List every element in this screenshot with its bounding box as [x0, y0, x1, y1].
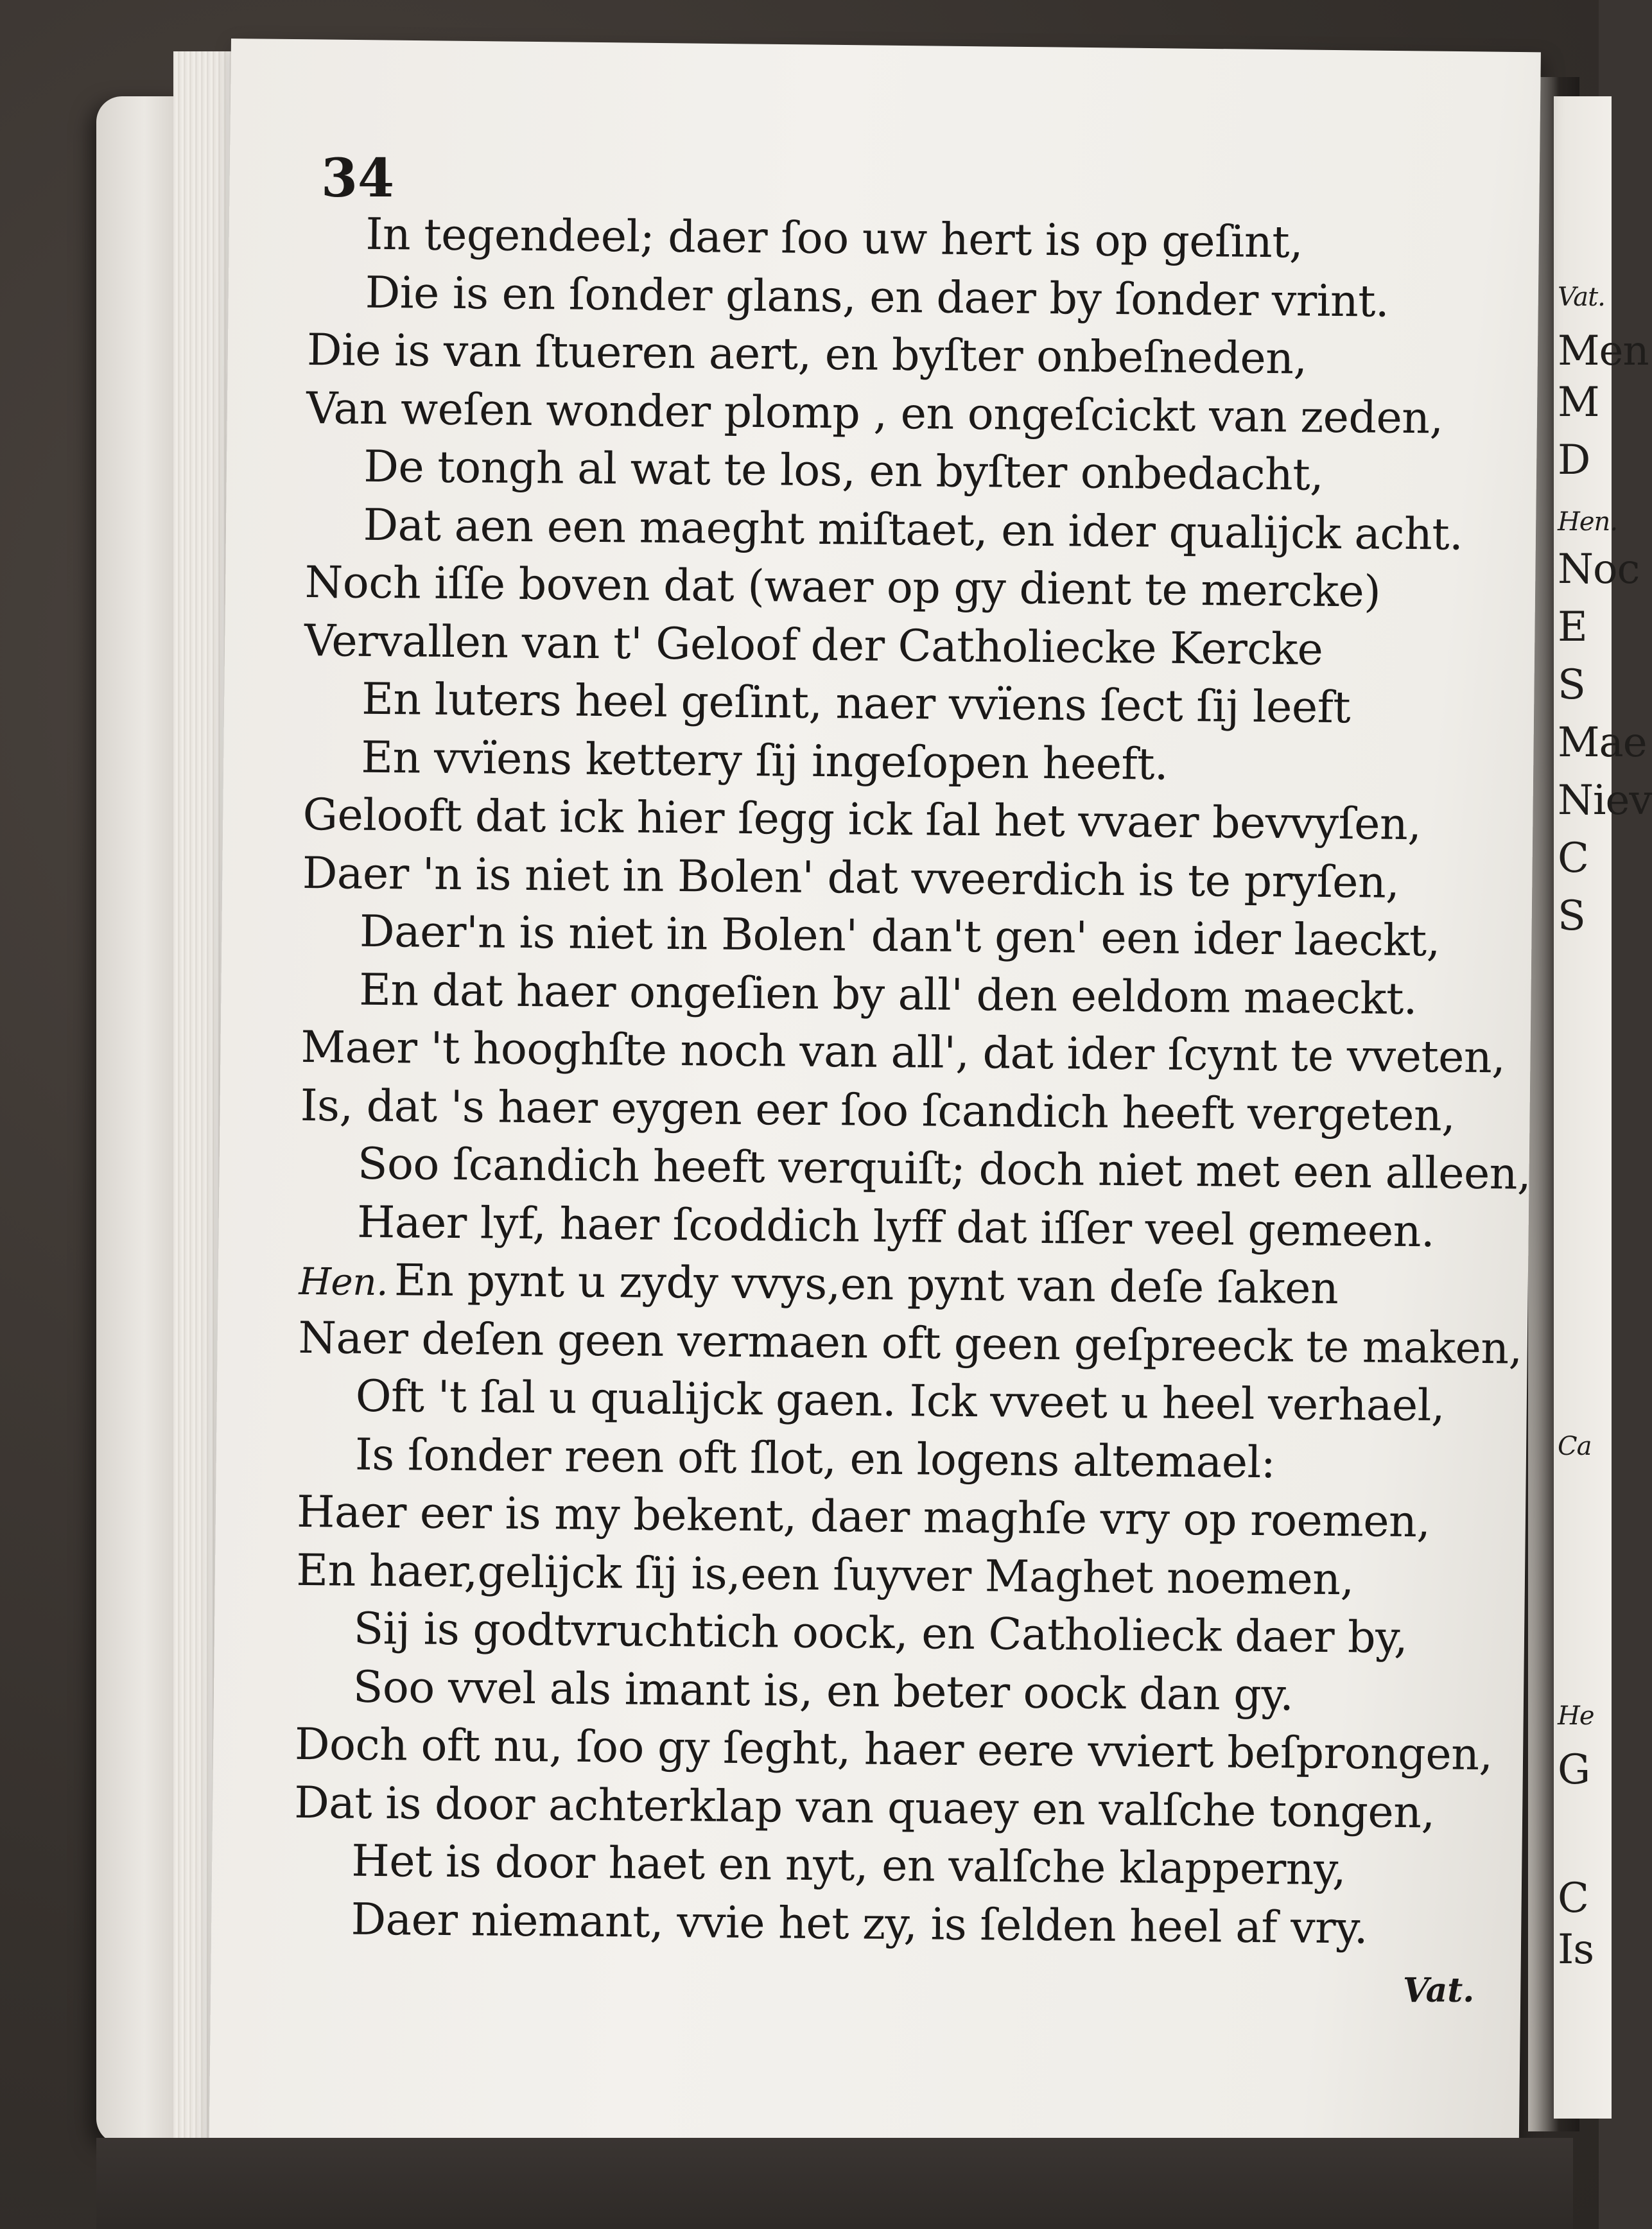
facing-page-fragment: Mae [1558, 719, 1647, 767]
verse-line [305, 496, 1526, 564]
verse-line [306, 379, 1527, 448]
facing-page-fragment: Hen. [1558, 507, 1618, 537]
verse-line [304, 554, 1525, 623]
verse-line-text: Doch oft nu, ſoo gy ſeght, haer eere vviert beſprongen, [294, 1719, 1493, 1781]
catchword: Vat. [1403, 1971, 1475, 2010]
verse-line [293, 1890, 1513, 1959]
verse-line-text: Sij is godtvruchtich oock, en Catholieck daer by, [353, 1603, 1408, 1664]
verse-text-block [293, 205, 1531, 1959]
verse-line [299, 1193, 1520, 1262]
verse-line-text: Noch iſſe boven dat (waer op gy dient te mercke) [304, 557, 1381, 618]
verse-line-text: Dat is door achterklap van quaey en valſche tongen, [293, 1777, 1436, 1838]
verse-line [296, 1541, 1517, 1610]
bottom-shadow [96, 2138, 1573, 2229]
verse-line [301, 960, 1522, 1029]
verse-line-text: En luters heel geſint, naer vvïens ſect ſij leeft [361, 673, 1351, 734]
verse-line-text: Naer deſen geen vermaen oft geen geſpreeck te maken, [298, 1312, 1523, 1375]
verse-line [307, 263, 1527, 332]
verse-line-text: Oft 't ſal u qualijck gaen. Ick vveet u heel verhael, [355, 1371, 1445, 1432]
verse-line [298, 1309, 1523, 1378]
verse-line-text: Daer 'n is niet in Bolen' dat vveerdich is te pryſen, [302, 847, 1400, 908]
verse-line [300, 1135, 1531, 1204]
verse-line-text: Is, dat 's haer eygen eer ſoo ſcandich heeft vergeten, [300, 1080, 1456, 1141]
facing-page-fragment: He [1558, 1701, 1594, 1731]
verse-line [294, 1774, 1515, 1843]
verse-line [307, 322, 1527, 390]
verse-line-text: En vvïens kettery ſij ingeſopen heeft. [361, 732, 1169, 790]
verse-line [306, 438, 1526, 507]
verse-line [299, 1251, 1519, 1320]
verse-line [304, 670, 1524, 739]
verse-line [297, 1484, 1517, 1552]
verse-line [303, 728, 1524, 797]
verse-line-text: In tegendeel; daer ſoo uw hert is op geſint, [365, 209, 1303, 268]
verse-line-text: De tongh al wat te los, en byſter onbedacht, [363, 441, 1324, 501]
facing-page-fragment: C [1558, 835, 1588, 882]
verse-line-text: Daer'n is niet in Bolen' dan't gen' een ider laeckt, [359, 906, 1441, 967]
verse-line-text: Die is en ſonder glans, en daer by ſonder vrint. [365, 267, 1389, 327]
verse-line-text: En haer,gelijck ſij is,een ſuyver Maghet noemen, [296, 1545, 1354, 1605]
verse-line-text: Haer eer is my bekent, daer maghſe vry op roemen, [296, 1486, 1430, 1548]
facing-page-fragment: Vat. [1558, 282, 1605, 312]
verse-line-text: Soo ſcandich heeft verquiſt; doch niet met een alleen, [357, 1138, 1531, 1200]
facing-page-fragment: C [1558, 1875, 1588, 1922]
verse-line [304, 612, 1525, 681]
verse-line [295, 1658, 1515, 1726]
verse-line [302, 844, 1523, 913]
verse-line-text: En dat haer ongeſien by all' den eeldom maeckt. [358, 964, 1418, 1025]
facing-page-fragment: D [1558, 437, 1590, 484]
verse-line-text: Soo vvel als imant is, en beter oock dan gy. [352, 1661, 1294, 1721]
facing-page-fragment: G [1558, 1746, 1590, 1794]
verse-line-text: Het is door haet en nyt, en valſche klapperny, [351, 1835, 1346, 1896]
verse-line [302, 786, 1523, 855]
verse-line-text: Dat aen een maeght miſtaet, en ider qualijck acht. [363, 499, 1463, 560]
verse-line-text: Die is van ſtueren aert, en byſter onbeſneden, [306, 324, 1307, 385]
verse-line [300, 1019, 1521, 1088]
facing-page-fragment: M [1558, 379, 1599, 426]
facing-page-fragment: Noc [1558, 546, 1640, 593]
verse-line [295, 1716, 1515, 1785]
facing-page-fragment: Men [1558, 327, 1649, 375]
verse-line [300, 1077, 1520, 1145]
facing-page-fragment: S [1558, 892, 1585, 940]
facing-page-fragment: E [1558, 603, 1587, 651]
verse-line-text: Is ſonder reen oft ſlot, en logens altemael: [354, 1429, 1276, 1488]
speaker-label: Hen. [299, 1259, 388, 1305]
verse-line [302, 903, 1522, 971]
verse-line [297, 1425, 1518, 1494]
verse-line-text: Gelooft dat ick hier ſegg ick ſal het vvaer bevvyſen, [302, 789, 1422, 851]
facing-page-fragment: Is [1558, 1926, 1594, 1973]
verse-line-text: Daer niemant, vvie het zy, is ſelden heel af vry. [351, 1894, 1368, 1954]
verse-line [308, 205, 1528, 274]
page-number: 34 [321, 148, 395, 209]
verse-line [297, 1367, 1518, 1436]
verse-line [293, 1832, 1514, 1901]
verse-line-text: Van weſen wonder plomp , en ongeſcickt van zeden, [306, 383, 1444, 444]
facing-page [1554, 96, 1652, 2119]
verse-line-text: En pynt u zydy vvys,en pynt van deſe ſaken [394, 1255, 1339, 1315]
facing-page-fragment: Niev [1558, 777, 1652, 824]
facing-page-fragment: S [1558, 661, 1585, 709]
verse-line-text: Haer lyf, haer ſcoddich lyff dat iſſer veel gemeen. [356, 1197, 1435, 1257]
verse-line [295, 1600, 1516, 1669]
verse-line-text: Vervallen van t' Geloof der Catholiecke Kercke [304, 615, 1323, 675]
facing-page-fragment: Ca [1558, 1432, 1592, 1461]
verse-line-text: Maer 't hooghſte noch van all', dat ider ſcynt te vveten, [300, 1021, 1506, 1084]
